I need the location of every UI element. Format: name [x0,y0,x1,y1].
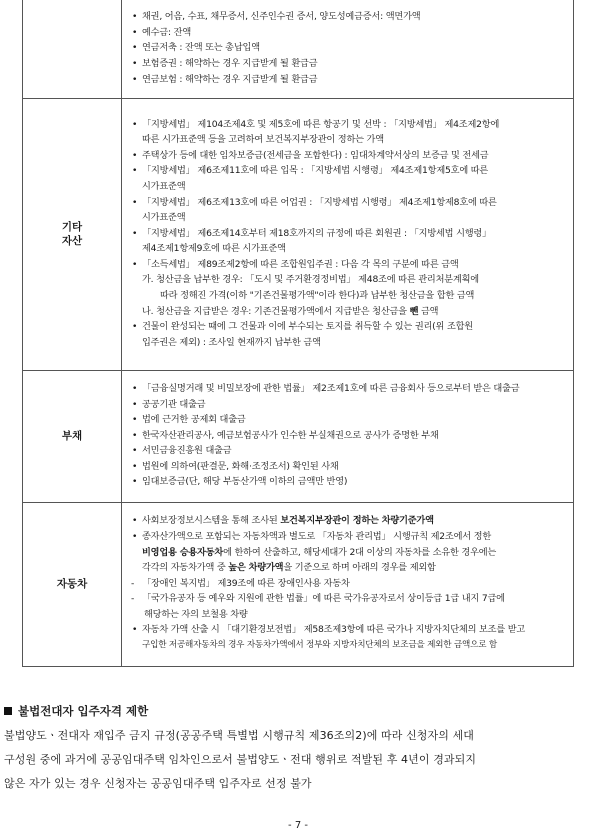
category-debt: 부채 [23,370,122,502]
other-assets-row [23,98,574,370]
list-item: • 서민금융진흥원 대출금 [130,443,567,459]
list-item-continuation: 입주권은 제외) : 조사일 현재까지 납부한 금액 [142,336,321,348]
list-item: • 「소득세법」 제89조제2항에 따른 조합원입주권 : 다음 각 목의 구분에 따른 금액 [130,257,567,273]
list-item: • 「지방세법」 제6조제13호에 따른 어업권 : 「지방세법 시행령」 제4조제1항제8호에 따른 [130,195,567,211]
section-line: 구성원 중에 과거에 공공임대주택 임차인으로서 불법양도ㆍ전대 행위로 적발된 후 4년이 경과되지 [4,753,477,766]
list-item: • 법원에 의하여(판결문, 화해·조정조서) 확인된 사채 [130,459,567,475]
category-car: 자동차 [23,502,122,666]
dash-item-continuation: 해당하는 자의 보철용 차량 [144,608,248,620]
car-content [122,502,574,666]
dash-item: - 「국가유공자 등 예우와 지원에 관한 법률」에 따른 국가유공자로서 상이등급 1급 내지 7급에 [130,591,567,607]
category-other-assets: 기타 자산 [23,98,122,370]
list-item-continuation: 따른 시가표준액 등을 고려하여 보건복지부장관이 정하는 가액 [142,134,384,146]
financial-assets-continuation-row [23,0,574,98]
list-item: • 건물이 완성되는 때에 그 건물과 이에 부수되는 토지를 취득할 수 있는 권리(위 조합원 [130,319,567,335]
sub-item-ga: 가. 청산금을 납부한 경우: 「도시 및 주거환경정비법」 제48조에 따른 관리처분계획에 [142,274,479,286]
list-item-continuation: 제4조제1항제9호에 따른 시가표준액 [142,243,286,255]
list-item: • 연금저축 : 잔액 또는 총납입액 [130,40,567,56]
list-item-continuation: 비영업용 승용자동차에 한하여 산출하고, 해당세대가 2대 이상의 자동차를 소유한 경우에는 [142,546,497,558]
list-item: • 한국자산관리공사, 예금보험공사가 인수한 부실채권으로 공사가 증명한 부채 [130,428,567,444]
list-item: • 임대보증금(단, 해당 부동산가액 이하의 금액만 반영) [130,474,567,490]
section-body [4,724,588,796]
list-item-continuation: 구입한 저공해자동차의 경우 자동차가액에서 정부와 지방자치단체의 보조금을 제외한 금액으로 함 [142,640,497,651]
list-item: • 공공기관 대출금 [130,397,567,413]
debt-content [122,370,574,502]
square-bullet-icon [4,707,12,715]
list-item: • 자동차 가액 산출 시 「대기환경보전법」 제58조제3항에 따른 국가나 지방자치단체의 보조를 받고 [130,622,567,638]
list-item-continuation: 시가표준액 [142,212,186,224]
section-line: 않은 자가 있는 경우 신청자는 공공임대주택 입주자로 선정 불가 [4,777,312,790]
section-heading: 불법전대자 입주자격 제한 [4,703,148,719]
list-item: • 주택상가 등에 대한 임차보증금(전세금을 포함한다) : 임대차계약서상의 보증금 및 전세금 [130,148,567,164]
other-assets-content [122,98,574,370]
category-cell-empty [23,0,122,98]
section-line: 불법양도ㆍ전대자 재입주 금지 규정(공공주택 특별법 시행규칙 제36조의2)에 따라 신청자의 세대 [4,729,475,742]
list-item: • 종자산가액으로 포함되는 자동차액과 별도로 「자동차 관리법」 시행규칙 제2조에서 정한 [130,529,567,545]
list-item: • 연금보험 : 해약하는 경우 지급받게 될 환급금 [130,72,567,88]
page-number: - 7 - [288,820,308,831]
car-row [23,502,574,666]
sub-item-continuation: 따라 정해진 가격(이하 "기존건물평가액"이라 한다)과 납부한 청산금을 합한 금액 [160,290,475,302]
financial-assets-content [122,0,574,98]
list-item: • 보험증권 : 해약하는 경우 지급받게 될 환급금 [130,56,567,72]
dash-item: - 「장애인 복지법」 제39조에 따른 장애인사용 자동차 [130,576,567,592]
debt-row [23,370,574,502]
asset-criteria-table [22,0,574,667]
list-item-continuation: 시가표준액 [142,180,186,192]
sub-item-na: 나. 청산금을 지급받은 경우: 기존건물평가액에서 지급받은 청산금을 뺀 금액 [142,305,439,317]
list-item: • 예수금: 잔액 [130,25,567,41]
list-item: • 「지방세법」 제104조제4호 및 제5호에 따른 항공기 및 선박 : 「지방세법」 제4조제2항에 [130,117,567,133]
list-item: • 「금융실명거래 및 비밀보장에 관한 법률」 제2조제1호에 따른 금융회사 등으로부터 받은 대출금 [130,381,567,397]
list-item-continuation: 각각의 자동차가액 중 높은 차량가액을 기준으로 하며 아래의 경우를 제외함 [142,562,436,574]
list-item: • 사회보장정보시스템을 통해 조사된 보건복지부장관이 정하는 차량기준가액 [130,513,567,529]
list-item: • 「지방세법」 제6조제11호에 따른 입목 : 「지방세법 시행령」 제4조제1항제5호에 따른 [130,163,567,179]
list-item: • 「지방세법」 제6조제14호부터 제18호까지의 규정에 따른 회원권 : 「지방세법 시행령」 [130,226,567,242]
list-item: • 채권, 어음, 수표, 채무증서, 신주인수권 증서, 양도성예금증서: 액면가액 [130,9,567,25]
list-item: • 법에 근거한 공제회 대출금 [130,412,567,428]
